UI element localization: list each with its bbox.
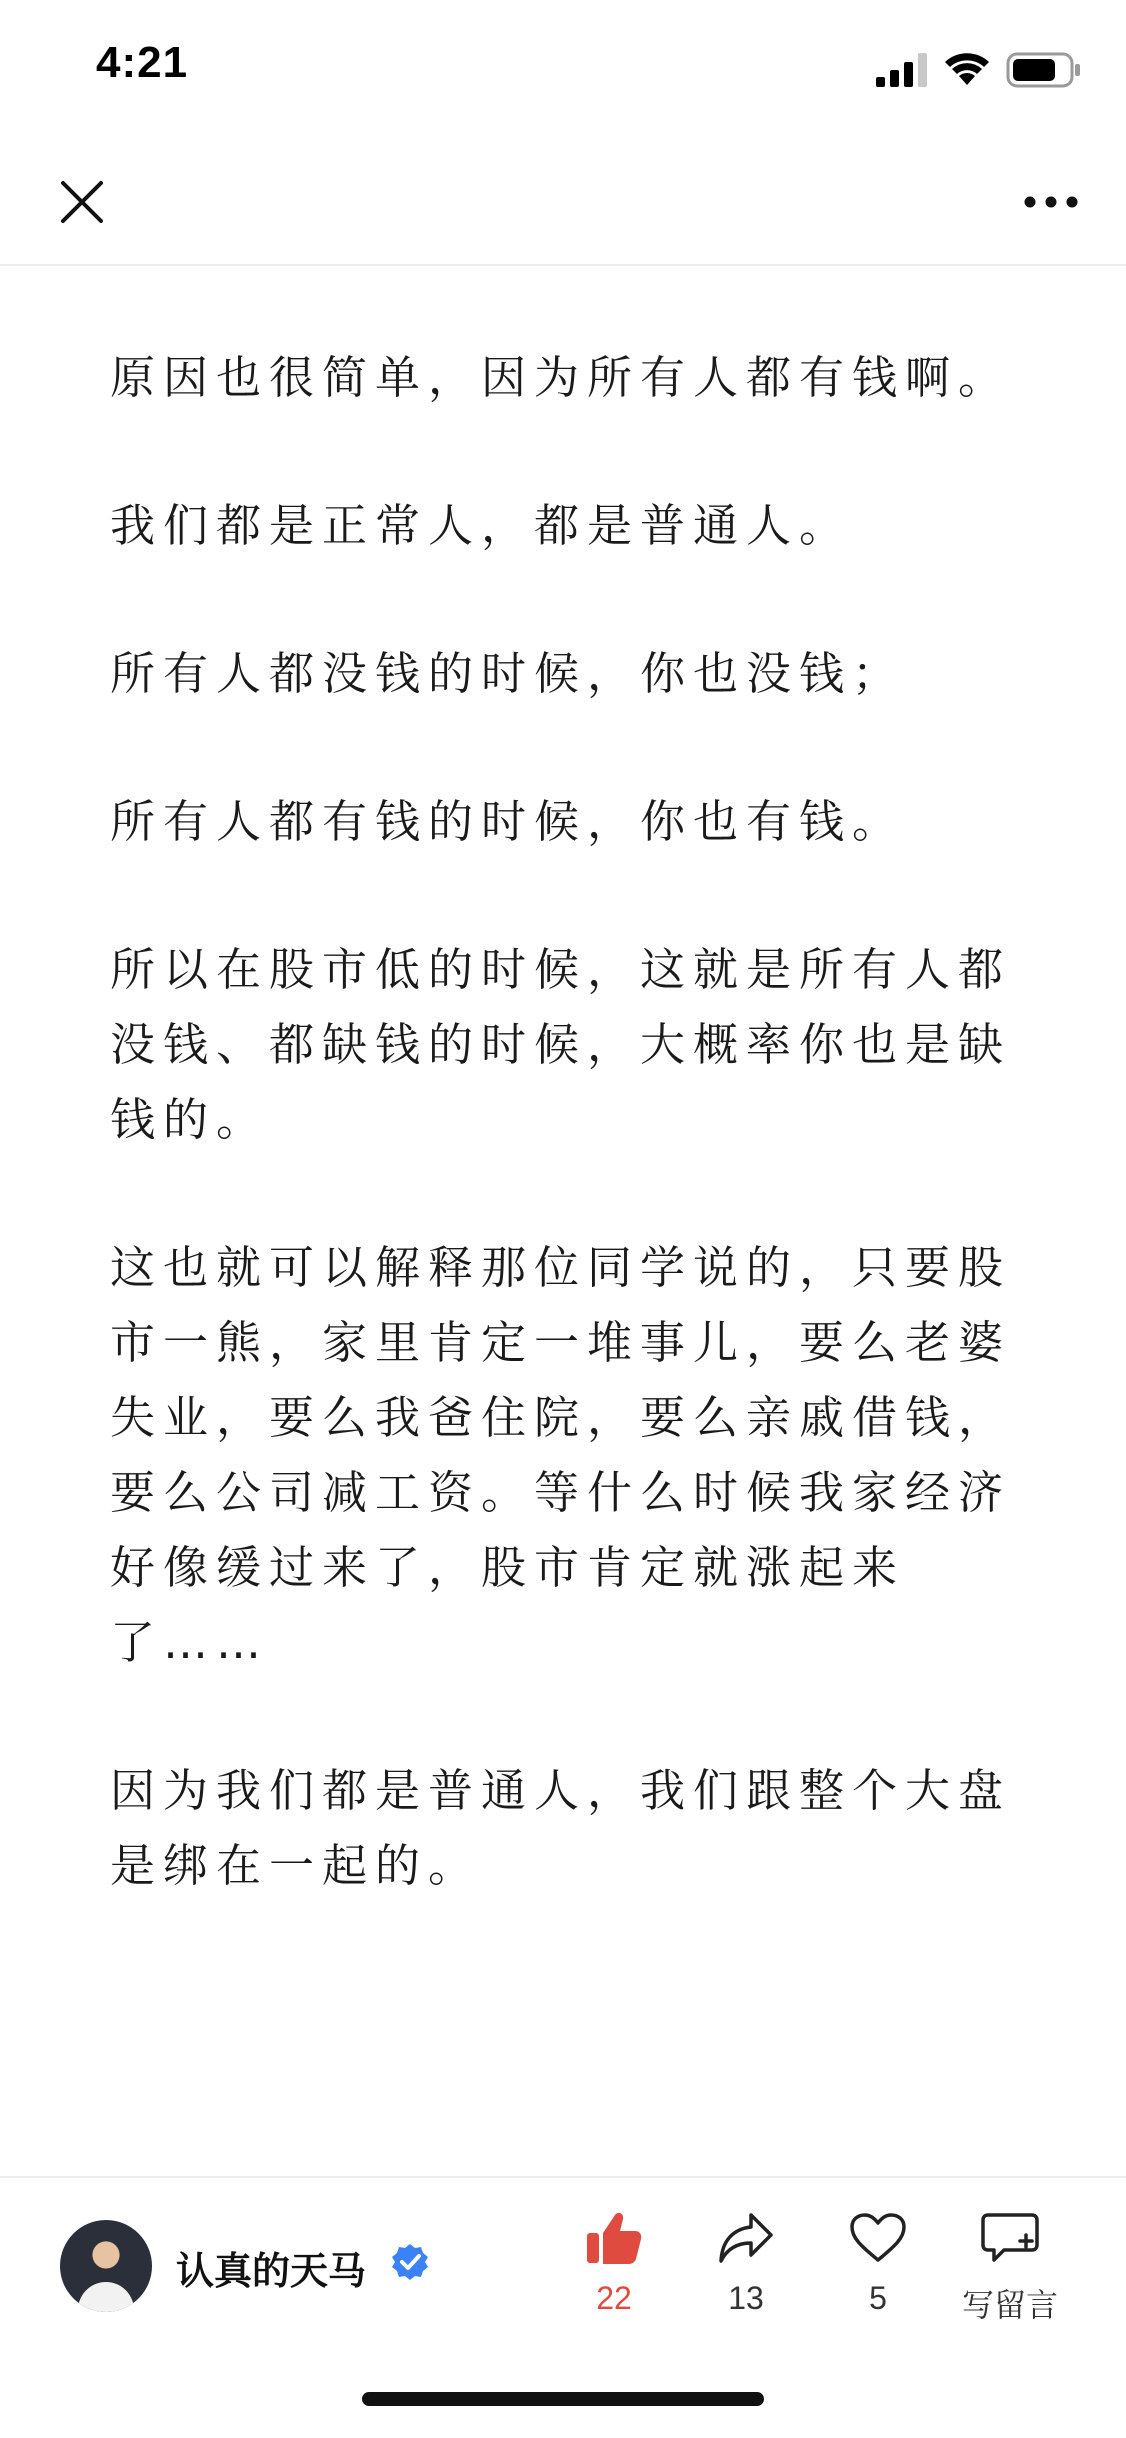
article-paragraph: 所有人都没钱的时候，你也没钱； xyxy=(110,647,906,700)
article-body xyxy=(110,340,1016,1976)
home-indicator xyxy=(362,2392,764,2406)
signal-icon xyxy=(876,53,928,87)
avatar-shirt xyxy=(78,2282,134,2312)
like-count: 22 xyxy=(596,2280,632,2316)
heart-icon xyxy=(849,2212,907,2264)
like-button[interactable] xyxy=(554,2206,674,2317)
nav-bar xyxy=(0,140,1126,266)
article-paragraph: 这也就可以解释那位同学说的，只要股市一熊，家里肯定一堆事儿，要么老婆失业，要么我爸住院，要么亲戚借钱，要么公司减工资。等什么时候我家经济好像缓过来了，股市肯定就涨起来了…… xyxy=(110,1241,1012,1669)
write-comment-button[interactable] xyxy=(950,2206,1070,2326)
favorite-count: 5 xyxy=(869,2280,887,2316)
wifi-icon xyxy=(944,53,990,87)
write-comment-label: 写留言 xyxy=(961,2287,1058,2323)
article-paragraph: 因为我们都是普通人，我们跟整个大盘是绑在一起的。 xyxy=(110,1764,1012,1892)
share-button[interactable] xyxy=(686,2206,806,2317)
author-avatar[interactable] xyxy=(60,2220,152,2312)
comment-plus-icon xyxy=(980,2211,1040,2265)
more-options-button[interactable] xyxy=(1016,170,1086,234)
status-icons xyxy=(876,50,1082,90)
status-time: 4:21 xyxy=(96,38,189,87)
close-button[interactable] xyxy=(50,170,114,234)
thumbs-up-icon xyxy=(585,2209,643,2267)
article-paragraph: 我们都是正常人，都是普通人。 xyxy=(110,499,853,552)
battery-icon xyxy=(1006,52,1082,88)
favorite-button[interactable] xyxy=(818,2206,938,2317)
share-arrow-icon xyxy=(717,2211,775,2265)
more-dots-icon xyxy=(1023,195,1079,209)
article-paragraph: 所有人都有钱的时候，你也有钱。 xyxy=(110,795,906,848)
article-paragraph: 原因也很简单，因为所有人都有钱啊。 xyxy=(110,351,1012,404)
close-icon xyxy=(59,179,105,225)
author-name[interactable]: 认真的天马 xyxy=(176,2249,367,2293)
verified-badge-icon xyxy=(390,2242,430,2282)
status-bar xyxy=(0,0,1126,140)
share-count: 13 xyxy=(728,2280,764,2316)
article-paragraph: 所以在股市低的时候，这就是所有人都没钱、都缺钱的时候，大概率你也是缺钱的。 xyxy=(110,943,1012,1146)
